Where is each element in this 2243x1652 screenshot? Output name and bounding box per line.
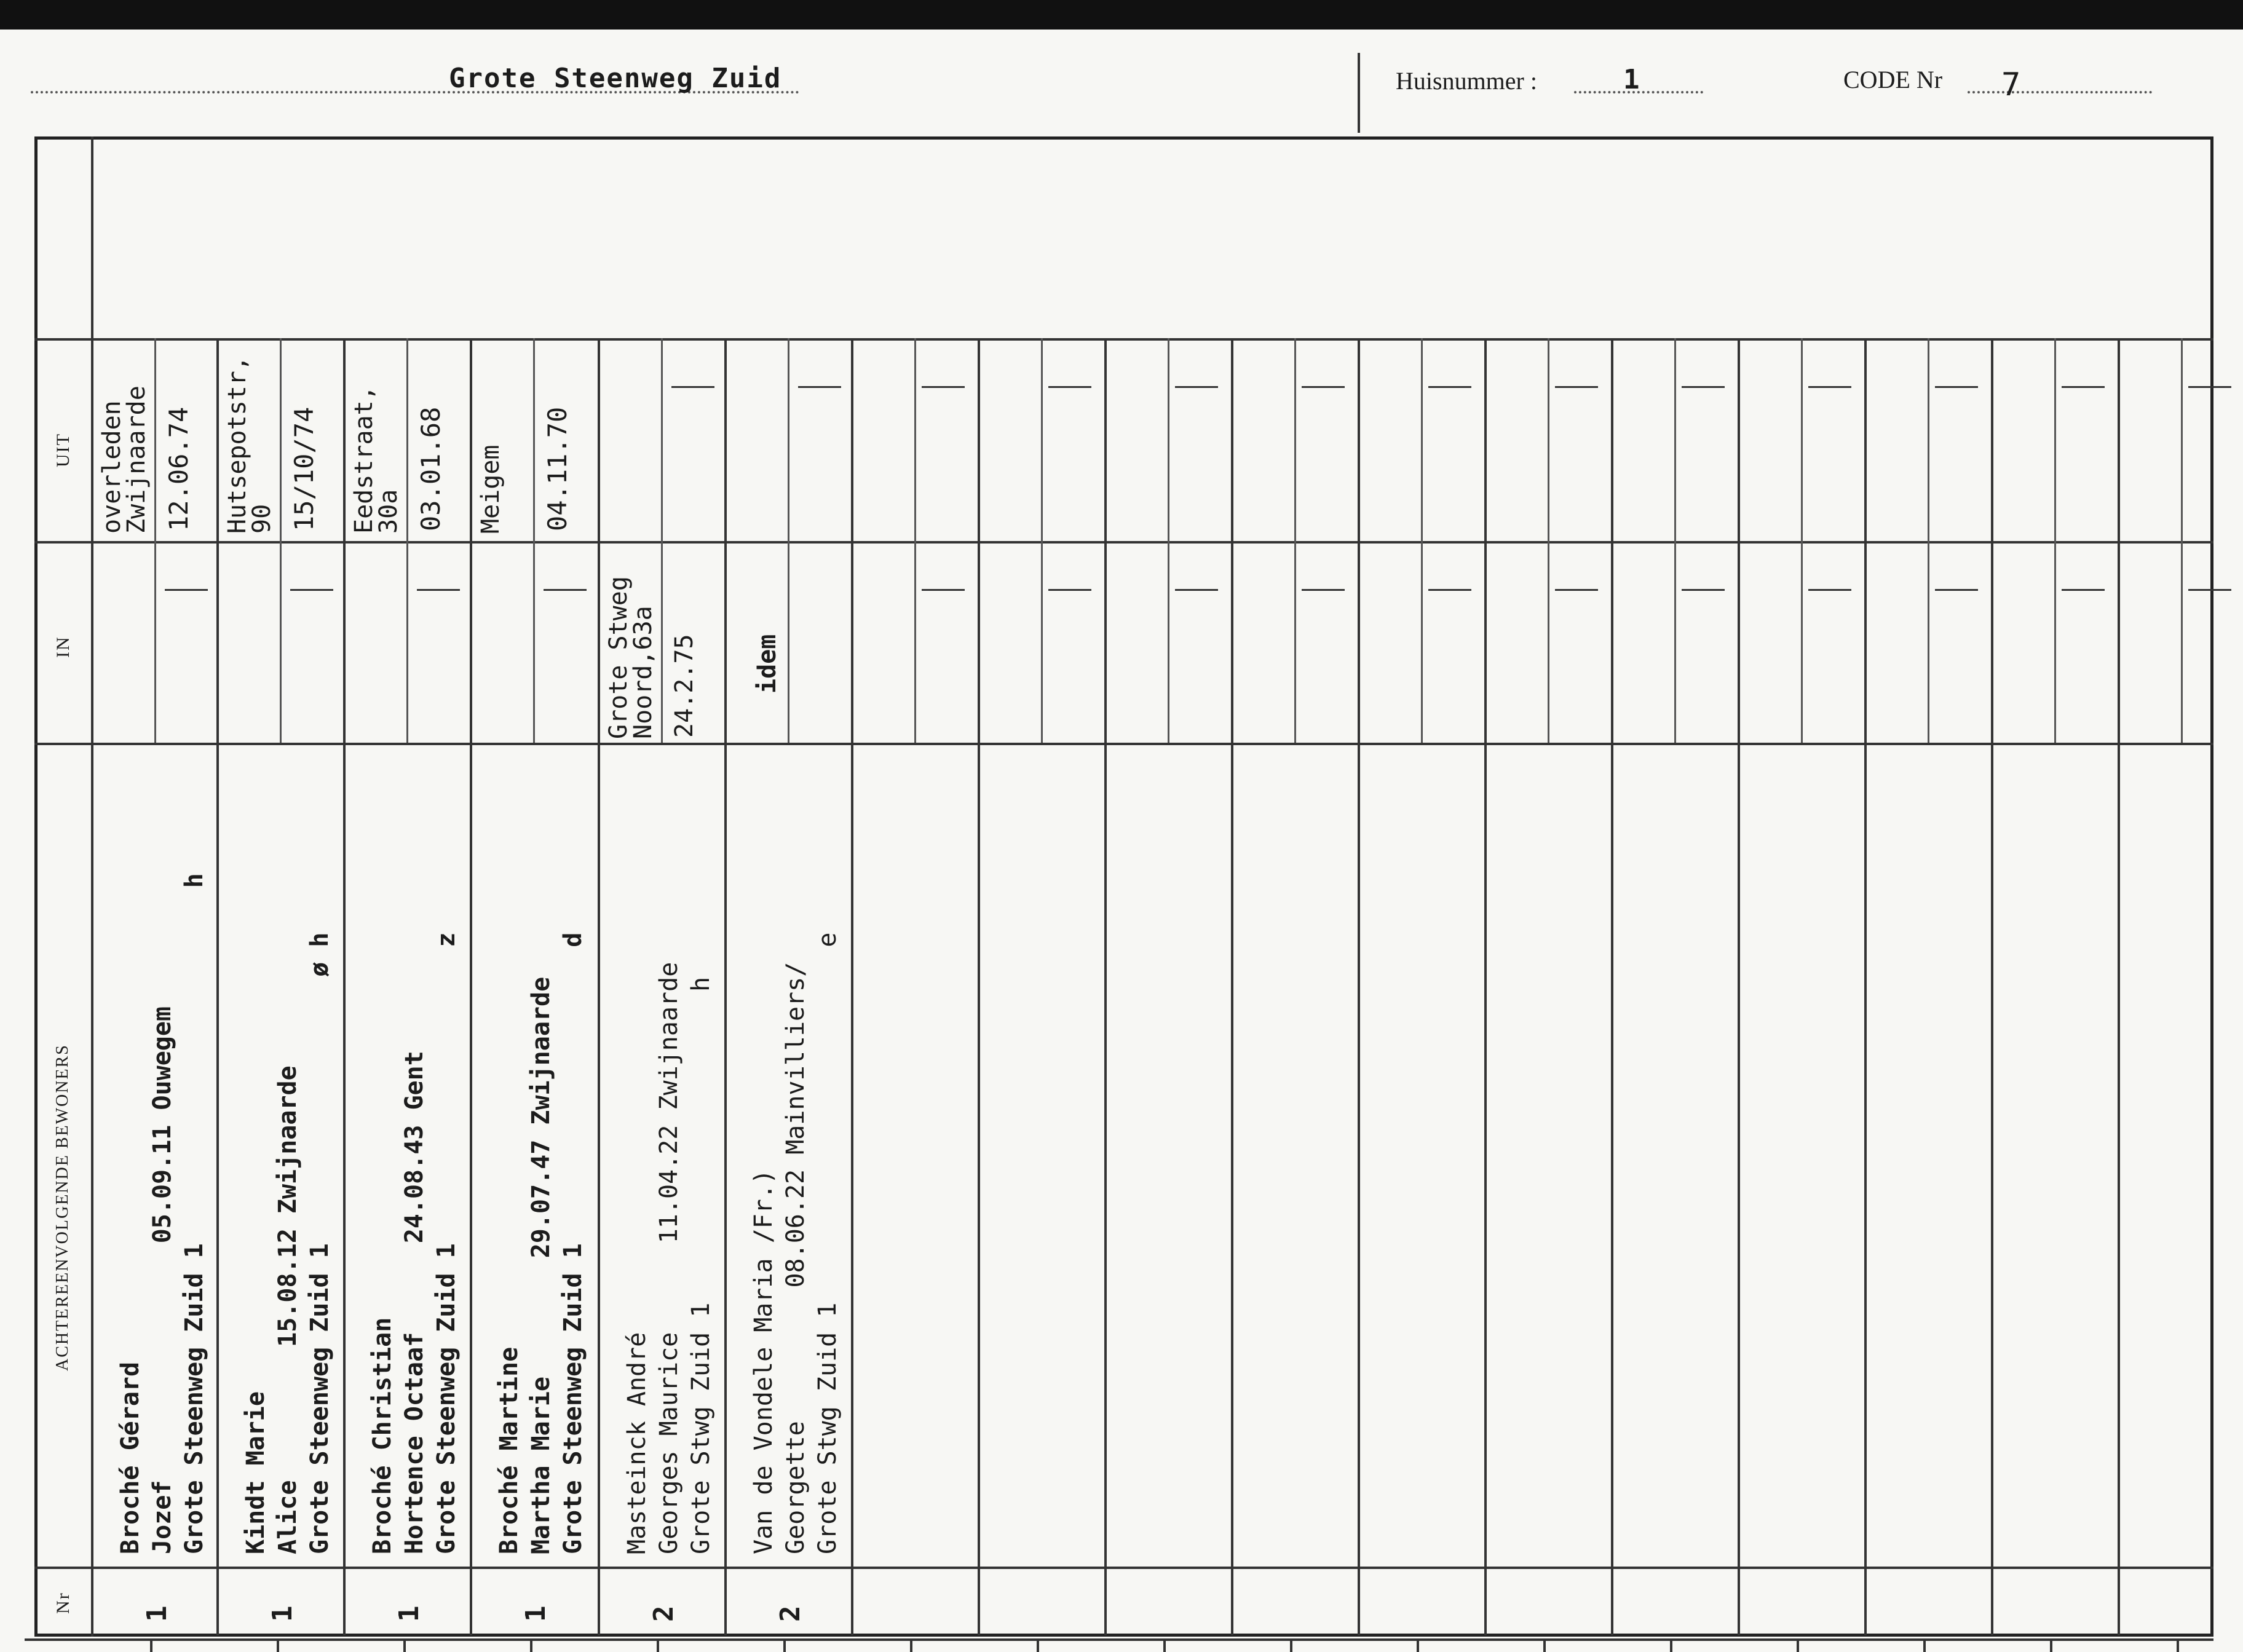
half-column-divider <box>1928 338 1929 743</box>
column-divider <box>1991 338 1993 1635</box>
row-divider-out-in <box>34 541 2213 543</box>
entry-number: 1 <box>141 1605 173 1622</box>
out-date: 12.06.74 <box>164 406 194 531</box>
in-place: idem <box>753 634 781 694</box>
empty-in-dash <box>1175 589 1218 591</box>
resident-line: Georgette 08.06.22 Mainvilliers/ <box>781 962 810 1554</box>
half-column-divider <box>1294 338 1296 743</box>
code-label: CODE Nr <box>1843 66 1943 93</box>
entry-number: 2 <box>775 1605 806 1622</box>
bottom-edge-line <box>25 1638 2213 1641</box>
half-column-divider <box>1168 338 1169 743</box>
empty-out-dash <box>1175 386 1218 388</box>
empty-in-dash <box>1808 589 1851 591</box>
out-dash <box>671 386 714 388</box>
resident-line: Grote Stwg Zuid 1 e <box>813 932 842 1554</box>
street-name: Grote Steenweg Zuid <box>449 63 782 94</box>
column-divider <box>2118 338 2120 1635</box>
empty-in-dash <box>1048 589 1091 591</box>
column-divider <box>343 338 346 1635</box>
half-column-divider <box>914 338 916 743</box>
out-date: 03.01.68 <box>416 406 446 531</box>
register-table <box>34 136 2213 1637</box>
half-column-divider <box>1041 338 1043 743</box>
half-column-divider <box>1674 338 1676 743</box>
empty-in-dash <box>1428 589 1471 591</box>
resident-entry <box>366 755 462 1554</box>
empty-out-dash <box>1682 386 1725 388</box>
row-divider-residents-nr <box>34 1567 2213 1569</box>
out-dash <box>798 386 841 388</box>
empty-in-dash <box>922 589 965 591</box>
half-column-divider <box>154 338 156 743</box>
entry-number: 1 <box>520 1605 552 1622</box>
in-dash <box>290 589 333 591</box>
code-line <box>1968 64 2152 93</box>
empty-out-dash <box>2062 386 2105 388</box>
empty-in-dash <box>1302 589 1345 591</box>
entry-number: 1 <box>394 1605 425 1622</box>
half-column-divider <box>661 338 663 743</box>
label-nr: Nr <box>53 1592 73 1614</box>
resident-line: Jozef 05.09.11 Ouwegem <box>148 1006 176 1554</box>
empty-out-dash <box>1048 386 1091 388</box>
resident-line: Masteinck André <box>623 1332 651 1554</box>
empty-out-dash <box>922 386 965 388</box>
resident-line: Grote Steenweg Zuid 1 h <box>180 873 208 1554</box>
out-date: 15/10/74 <box>289 406 319 531</box>
row-divider-in-residents <box>34 743 2213 745</box>
resident-entry <box>748 755 844 1554</box>
column-divider <box>1864 338 1867 1635</box>
resident-line: Alice 15.08.12 Zwijnaarde <box>274 1065 302 1554</box>
empty-in-dash <box>1555 589 1598 591</box>
label-residents: ACHTEREENVOLGENDE BEWONERS <box>53 1044 72 1371</box>
empty-in-dash <box>2062 589 2105 591</box>
empty-out-dash <box>1555 386 1598 388</box>
house-number-value: 1 <box>1623 64 1640 95</box>
code-value: 7 <box>2001 66 2021 103</box>
empty-in-dash <box>2188 589 2231 591</box>
resident-line: Hortence Octaaf 24.08.43 Gent <box>400 1051 429 1554</box>
column-divider <box>1104 338 1107 1635</box>
half-column-divider <box>788 338 789 743</box>
scan-top-edge <box>0 0 2243 30</box>
resident-line: Martha Marie 29.07.47 Zwijnaarde <box>527 976 555 1554</box>
resident-line: Georges Maurice 11.04.22 Zwijnaarde <box>655 962 683 1554</box>
resident-line: Grote Steenweg Zuid 1 z <box>432 932 461 1554</box>
empty-out-dash <box>1428 386 1471 388</box>
header-divider <box>1358 53 1360 133</box>
half-column-divider <box>406 338 408 743</box>
in-dash <box>417 589 460 591</box>
out-date: 04.11.70 <box>542 406 572 531</box>
column-divider <box>1231 338 1233 1635</box>
half-column-divider <box>1548 338 1549 743</box>
column-divider <box>1611 338 1613 1635</box>
column-divider <box>978 338 980 1635</box>
column-divider <box>470 338 472 1635</box>
half-column-divider <box>1801 338 1803 743</box>
resident-line: Van de Vondele Maria /Fr.) <box>750 1169 778 1554</box>
resident-line: Grote Steenweg Zuid 1 ø h <box>306 932 334 1554</box>
empty-in-dash <box>1682 589 1725 591</box>
in-place: Grote Stweg Noord,63a <box>604 576 657 739</box>
entry-number: 2 <box>648 1605 679 1622</box>
half-column-divider <box>1421 338 1423 743</box>
half-column-divider <box>280 338 282 743</box>
empty-out-dash <box>2188 386 2231 388</box>
entry-number: 1 <box>267 1605 298 1622</box>
label-column-divider <box>91 136 93 1637</box>
column-divider <box>1484 338 1487 1635</box>
half-column-divider <box>2054 338 2056 743</box>
empty-out-dash <box>1302 386 1345 388</box>
resident-line: Grote Stwg Zuid 1 h <box>687 976 715 1554</box>
row-divider-top <box>34 338 2213 341</box>
out-place: Meigem <box>477 445 505 534</box>
in-dash <box>165 589 208 591</box>
label-in: IN <box>53 636 73 658</box>
in-dash <box>544 589 587 591</box>
column-divider <box>216 338 219 1635</box>
label-uit: UIT <box>53 433 73 467</box>
column-divider <box>724 338 727 1635</box>
resident-line: Broché Martine <box>495 1346 523 1554</box>
resident-entry <box>240 755 336 1554</box>
resident-entry <box>493 755 589 1554</box>
resident-line: Broché Christian <box>368 1317 397 1554</box>
out-place: Hutsepotstr, 90 <box>223 356 276 534</box>
half-column-divider <box>533 338 535 743</box>
out-place: overleden Zwijnaarde <box>98 385 151 534</box>
empty-out-dash <box>1808 386 1851 388</box>
empty-in-dash <box>1935 589 1978 591</box>
resident-line: Kindt Marie <box>242 1391 270 1554</box>
half-column-divider <box>2181 338 2183 743</box>
out-place: Eedstraat, 30a <box>350 385 403 534</box>
house-number-label: Huisnummer : <box>1396 67 1537 95</box>
in-date: 24.2.75 <box>670 634 698 738</box>
resident-line: Grote Steenweg Zuid 1 d <box>559 932 587 1554</box>
resident-entry <box>114 755 210 1554</box>
column-divider <box>598 338 600 1635</box>
resident-entry <box>621 755 717 1554</box>
column-divider <box>1738 338 1740 1635</box>
empty-out-dash <box>1935 386 1978 388</box>
column-divider <box>851 338 853 1635</box>
column-divider <box>1358 338 1360 1635</box>
resident-line: Broché Gérard <box>116 1361 144 1554</box>
